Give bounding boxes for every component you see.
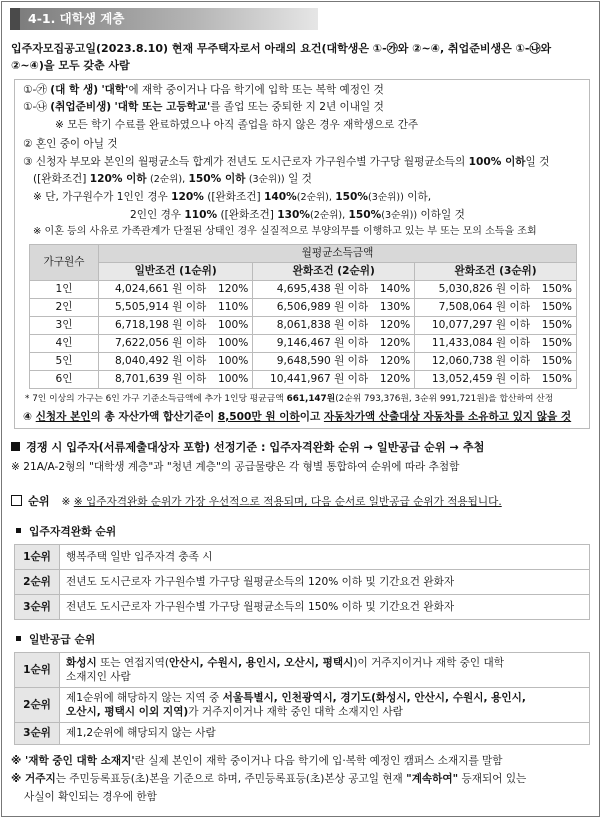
criterion-3-divorce-note: ※ 이혼 등의 사유로 가족관계가 단절된 상태인 경우 실질적으로 부양의무를 이행하고 있는 부 또는 모의 소득을 조회	[33, 226, 537, 237]
normal-percent-cell: 110%	[210, 299, 253, 317]
normal-amount-cell: 8,040,492 원 이하	[99, 353, 211, 371]
income-row	[30, 371, 577, 389]
document-page	[1, 1, 600, 817]
household-count-cell: 4인	[30, 335, 99, 353]
relax-rank-cell: 3순위	[15, 595, 60, 620]
general-rank-3: 3순위	[15, 723, 60, 745]
relaxed-3-percent-cell: 150%	[534, 299, 577, 317]
relaxed-2-percent-cell: 120%	[372, 335, 415, 353]
general-rank-1-text: 화성시 또는 연접지역(안산시, 수원시, 용인시, 오산시, 평택시)이 거주지이거나 재학 중인 대학 소재지인 사람	[60, 653, 590, 688]
relax-order-row	[15, 545, 590, 570]
intro-line-2: ②~④)을 모두 갖춘 사람	[11, 59, 130, 72]
relax-title: 입주자격완화 순위	[16, 525, 116, 540]
normal-amount-cell: 6,718,198 원 이하	[99, 317, 211, 335]
household-count-cell: 2인	[30, 299, 99, 317]
criterion-3-double: 2인인 경우 110% ([완화조건] 130%(2순위), 150%(3순위)) 이하일 것	[130, 209, 465, 221]
relaxed-2-amount-cell: 6,506,989 원 이하	[253, 299, 372, 317]
dot-bullet-icon	[16, 528, 21, 533]
relaxed-3-amount-cell: 7,508,064 원 이하	[415, 299, 534, 317]
relaxed-3-percent-cell: 150%	[534, 335, 577, 353]
general-order-table	[14, 652, 590, 745]
relaxed-3-amount-cell: 5,030,826 원 이하	[415, 281, 534, 299]
dot-bullet-icon	[16, 636, 21, 641]
normal-percent-cell: 100%	[210, 371, 253, 389]
footnote-residence-cont: 사실이 확인되는 경우에 한함	[24, 791, 157, 803]
normal-percent-cell: 120%	[210, 281, 253, 299]
relaxed-3-header: 완화조건 (3순위)	[415, 263, 577, 281]
normal-amount-cell: 5,505,914 원 이하	[99, 299, 211, 317]
relaxed-3-percent-cell: 150%	[534, 353, 577, 371]
relaxed-2-amount-cell: 8,061,838 원 이하	[253, 317, 372, 335]
criterion-4: ④ 신청자 본인의 총 자산가액 합산기준이 8,500만 원 이하이고 자동차가액 산출대상 자동차를 소유하고 있지 않을 것	[23, 411, 572, 423]
relaxed-3-percent-cell: 150%	[534, 281, 577, 299]
relaxed-2-percent-cell: 120%	[372, 371, 415, 389]
income-row	[30, 317, 577, 335]
intro-line-1: 입주자모집공고일(2023.8.10) 현재 무주택자로서 아래의 요건(대학생은 ①-㉮와 ②~④, 취업준비생은 ①-㉯와	[11, 42, 552, 55]
normal-amount-cell: 7,622,056 원 이하	[99, 335, 211, 353]
income-group-header: 월평균소득금액	[99, 245, 577, 263]
general-rank-1: 1순위	[15, 653, 60, 688]
relax-rank-text: 전년도 도시근로자 가구원수별 가구당 월평균소득의 120% 이하 및 기간요건 완화자	[60, 570, 590, 595]
footnote-residence: ※ 거주지는 주민등록표등(초)본을 기준으로 하며, 주민등록표등(초)본상 공고일 현재 "계속하여" 등재되어 있는	[11, 773, 527, 785]
relax-rank-cell: 1순위	[15, 545, 60, 570]
relaxed-3-amount-cell: 11,433,084 원 이하	[415, 335, 534, 353]
household-header: 가구원수	[30, 245, 99, 281]
relaxed-2-amount-cell: 9,146,467 원 이하	[253, 335, 372, 353]
intro-text	[11, 40, 595, 74]
relax-rank-text: 전년도 도시근로자 가구원수별 가구당 월평균소득의 150% 이하 및 기간요건 완화자	[60, 595, 590, 620]
normal-percent-cell: 100%	[210, 353, 253, 371]
income-row	[30, 335, 577, 353]
normal-amount-cell: 4,024,661 원 이하	[99, 281, 211, 299]
normal-amount-cell: 8,701,639 원 이하	[99, 371, 211, 389]
relaxed-3-percent-cell: 150%	[534, 317, 577, 335]
relaxed-2-percent-cell: 130%	[372, 299, 415, 317]
general-rank-2-text: 제1순위에 해당하지 않는 지역 중 서울특별시, 인천광역시, 경기도(화성시, 안산시, 수원시, 용인시, 오산시, 평택시 이외 지역)가 거주지이거나 재학 중인 대학 소재지인 사람	[60, 688, 590, 723]
relaxed-2-percent-cell: 140%	[372, 281, 415, 299]
normal-condition-header: 일반조건 (1순위)	[99, 263, 253, 281]
footnote-campus: ※ '재학 중인 대학 소재지'란 실제 본인이 재학 중이거나 다음 학기에 입·복학 예정인 캠퍼스 소재지를 말함	[11, 755, 503, 767]
general-title: 일반공급 순위	[16, 633, 95, 648]
relaxed-2-header: 완화조건 (2순위)	[253, 263, 415, 281]
relax-order-row	[15, 570, 590, 595]
header-mark	[10, 8, 20, 30]
checkbox-outline-icon	[11, 495, 22, 506]
criterion-2: ② 혼인 중이 아닐 것	[23, 138, 118, 150]
general-rank-2: 2순위	[15, 688, 60, 723]
general-rank-3-text: 제1,2순위에 해당되지 않는 사람	[60, 723, 590, 745]
relaxed-2-amount-cell: 4,695,438 원 이하	[253, 281, 372, 299]
relaxed-3-amount-cell: 13,052,459 원 이하	[415, 371, 534, 389]
relaxed-2-percent-cell: 120%	[372, 317, 415, 335]
household-count-cell: 6인	[30, 371, 99, 389]
household-count-cell: 1인	[30, 281, 99, 299]
relax-rank-cell: 2순위	[15, 570, 60, 595]
relaxed-2-amount-cell: 10,441,967 원 이하	[253, 371, 372, 389]
income-footnote: * 7인 이상의 가구는 6인 가구 기준소득금액에 추가 1인당 평균금액 661,147원(2순위 793,376원, 3순위 991,721원)을 합산하여 산정	[25, 394, 554, 404]
normal-percent-cell: 100%	[210, 335, 253, 353]
relaxed-2-percent-cell: 120%	[372, 353, 415, 371]
section-title: 4-1. 대학생 계층	[28, 11, 125, 26]
criterion-1b-note: ※ 모든 학기 수료를 완료하였으나 아직 졸업을 하지 않은 경우 재학생으로 간주	[55, 119, 419, 131]
relaxed-3-amount-cell: 12,060,738 원 이하	[415, 353, 534, 371]
income-row	[30, 353, 577, 371]
normal-percent-cell: 100%	[210, 317, 253, 335]
selection-heading: 경쟁 시 입주자(서류제출대상자 포함) 선정기준 : 입주자격완화 순위 → 일반공급 순위 → 추첨	[11, 440, 484, 455]
criterion-3-relaxed: ([완화조건] 120% 이하 (2순위), 150% 이하 (3순위)) 일 것	[33, 173, 312, 185]
criterion-1a: ①-㉮ (대 학 생) '대학'에 재학 중이거나 다음 학기에 입학 또는 복학 예정인 것	[23, 84, 384, 96]
criterion-3: ③ 신청자 부모와 본인의 월평균소득 합계가 전년도 도시근로자 가구원수별 가구당 월평균소득의 100% 이하일 것	[23, 156, 550, 168]
relaxed-3-amount-cell: 10,077,297 원 이하	[415, 317, 534, 335]
relaxed-2-amount-cell: 9,648,590 원 이하	[253, 353, 372, 371]
relax-order-row	[15, 595, 590, 620]
criterion-1b: ①-㉯ (취업준비생) '대학 또는 고등학교'를 졸업 또는 중퇴한 지 2년 이내일 것	[23, 101, 384, 113]
selection-note: ※ 21A/A-2형의 "대학생 계층"과 "청년 계층"의 공급물량은 각 형별 통합하여 순위에 따라 추첨함	[11, 461, 460, 473]
income-row	[30, 281, 577, 299]
order-heading: 순위 ※ ※ 입주자격완화 순위가 가장 우선적으로 적용되며, 다음 순서로 일반공급 순위가 적용됩니다.	[11, 494, 502, 509]
criterion-3-single: ※ 단, 가구원수가 1인인 경우 120% ([완화조건] 140%(2순위), 150%(3순위)) 이하,	[33, 191, 432, 203]
section-header	[10, 8, 318, 30]
square-bullet-icon	[11, 442, 20, 451]
household-count-cell: 5인	[30, 353, 99, 371]
household-count-cell: 3인	[30, 317, 99, 335]
criteria-box	[14, 79, 590, 429]
income-row	[30, 299, 577, 317]
relax-rank-text: 행복주택 일반 입주자격 충족 시	[60, 545, 590, 570]
income-table	[29, 244, 577, 389]
relax-order-table	[14, 544, 590, 620]
relaxed-3-percent-cell: 150%	[534, 371, 577, 389]
